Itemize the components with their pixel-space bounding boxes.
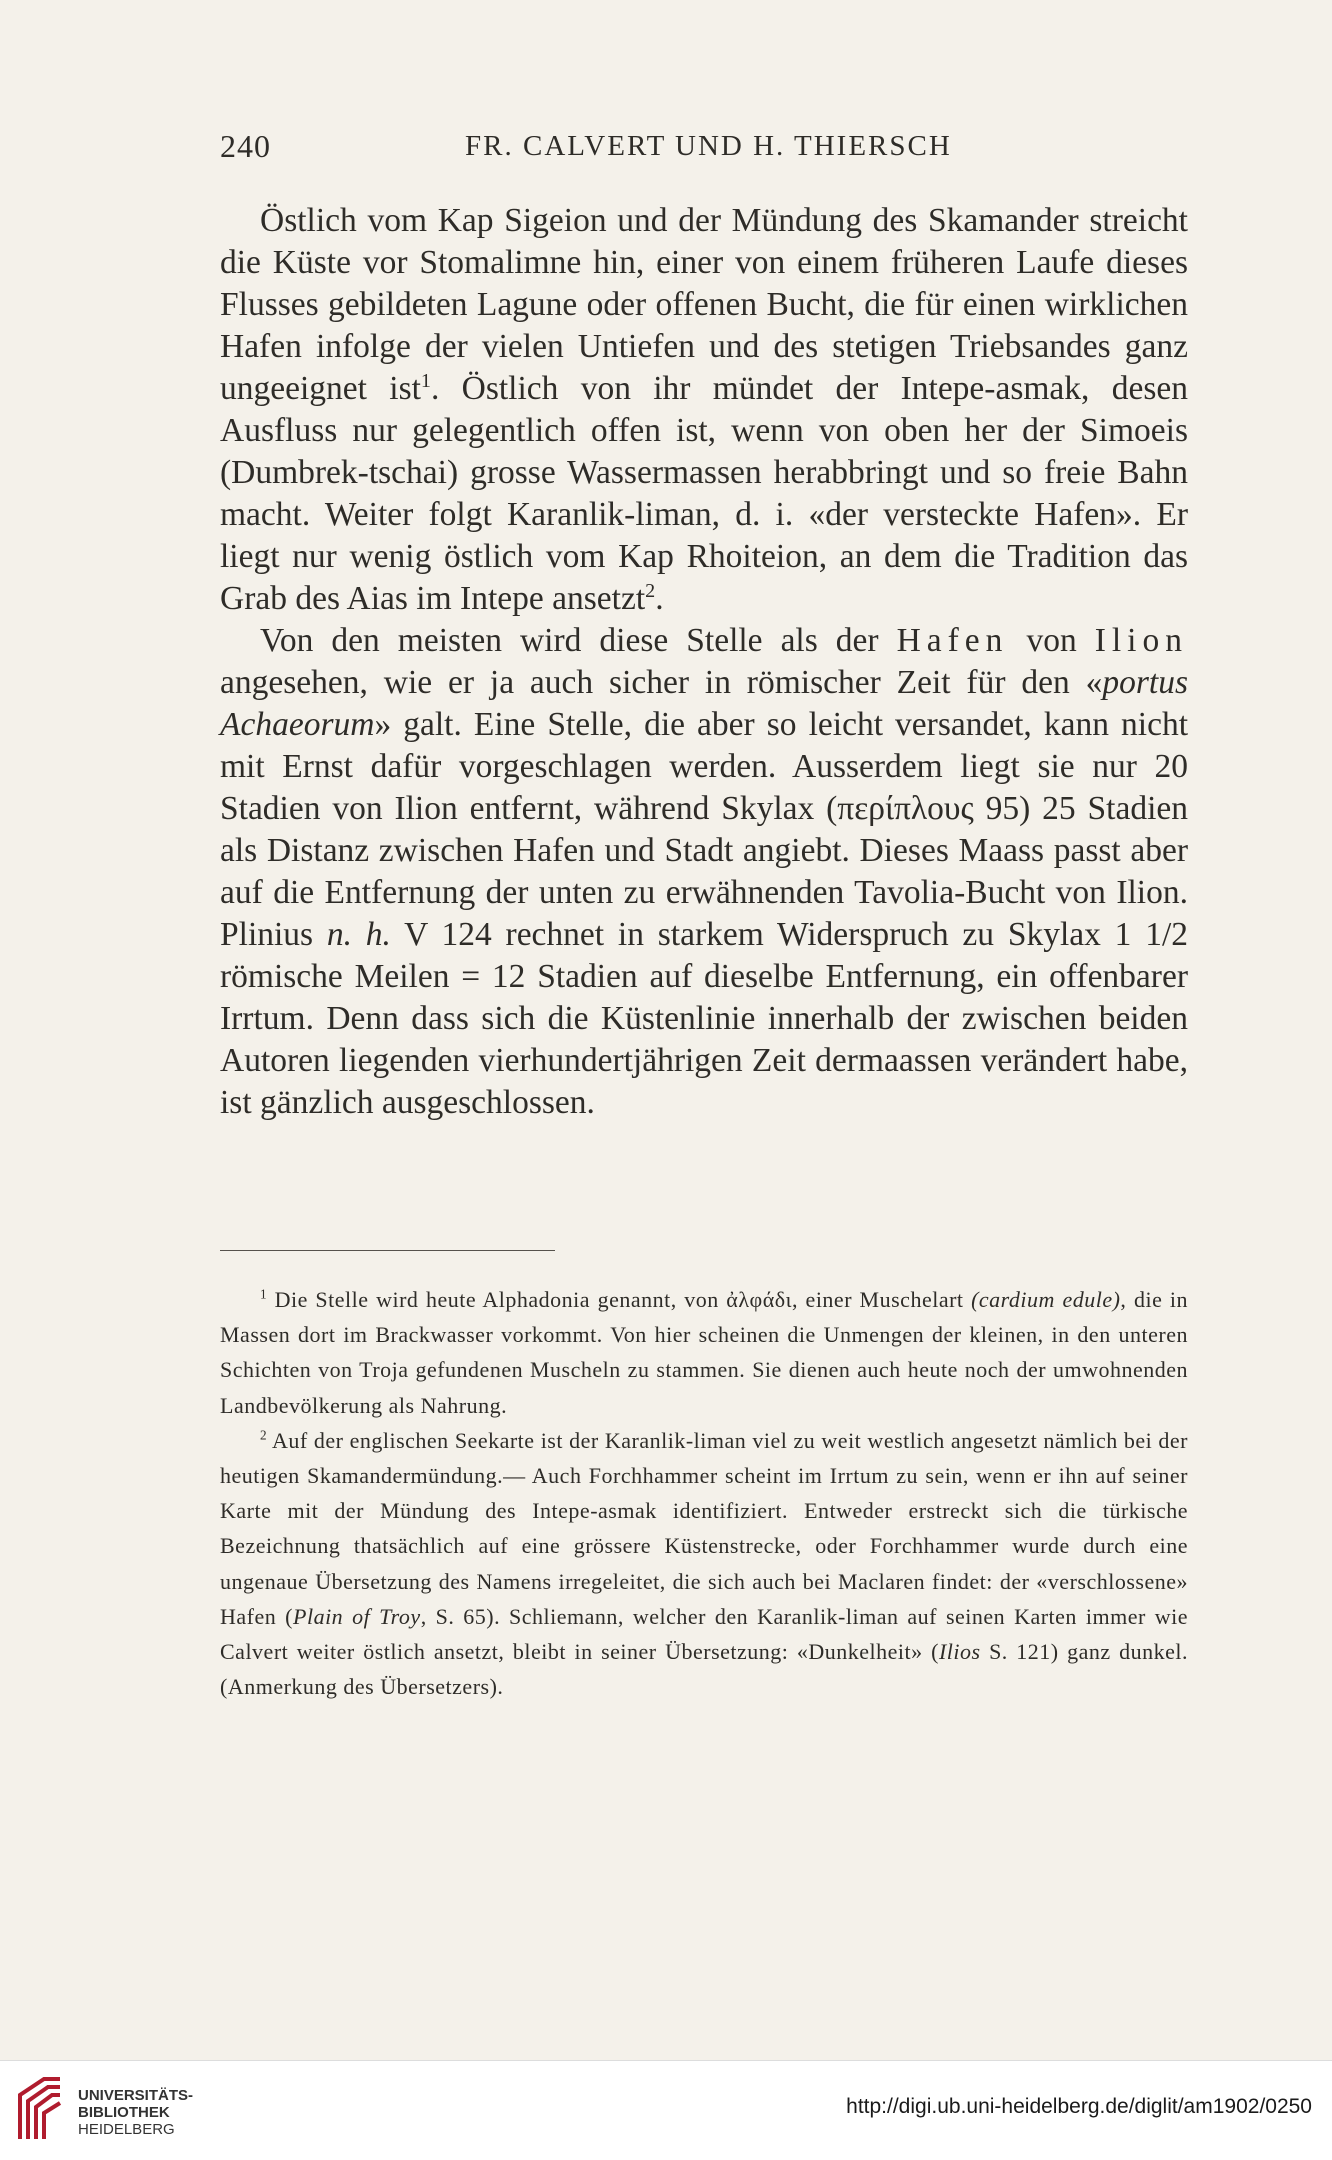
text-run: Die Stelle wird heute Alphadonia genannt, von ἀλφάδι, einer Muschelart <box>267 1287 972 1312</box>
library-line-1: UNIVERSITÄTS- <box>78 2087 194 2104</box>
footnote-ref-2: 2 <box>645 579 656 602</box>
library-line-3: HEIDELBERG <box>78 2121 175 2138</box>
library-name <box>78 2087 193 2138</box>
italic-portus-achaeorum: portus Achaeorum <box>220 664 1188 743</box>
footnote-1 <box>220 1282 1188 1423</box>
footnote-mark-1: 1 <box>260 1286 268 1302</box>
footnote-ref-1: 1 <box>420 369 431 392</box>
text-run: Von den meisten wird diese Stelle als der <box>260 622 879 659</box>
digitization-footer <box>0 2060 1332 2160</box>
permalink-url[interactable]: http://digi.ub.uni-heidelberg.de/diglit/am1902/0250 <box>846 2095 1312 2118</box>
text-run: von <box>1026 622 1077 659</box>
footnotes <box>220 1282 1188 1704</box>
spaced-word-hafen: Hafen <box>896 622 1009 659</box>
italic-nh: n. h. <box>326 916 391 953</box>
text-run: angesehen, wie er ja auch sicher in römischer Zeit für den « <box>220 664 1103 701</box>
running-head: FR. CALVERT UND H. THIERSCH <box>465 130 952 162</box>
text-run: » galt. Eine Stelle, die aber so leicht versandet, kann nicht mit Ernst dafür vorgeschlagen werden. Ausserdem liegt sie nur 20 Stadien von Ilion entfernt, während Skylax (περίπλους 95) 25 Stadien als Distanz zwischen Hafen und Stadt angiebt. Dieses Maass passt aber auf die Entfernung der unten zu erwähnenden Tavolia-Bucht von Ilion. Plinius <box>220 706 1188 953</box>
main-text <box>220 200 1188 1124</box>
logo-strokes <box>20 2079 60 2139</box>
text-run: V 124 rechnet in starkem Widerspruch zu Skylax 1 <box>404 916 1146 953</box>
text-run: . <box>655 580 664 617</box>
text-run: S. 121) ganz dunkel. (Anmerkung des Übersetzers). <box>220 1639 1188 1700</box>
page-number: 240 <box>220 128 271 164</box>
page-header <box>220 128 1220 168</box>
text-run: , die in Massen dort im Brackwasser vorkommt. Von hier scheinen die Unmengen der kleinen, in den unteren Schichten von Troja gefundenen Muscheln zu stammen. Sie dienen auch heute noch der umwohnenden Landbevölkerung als Nahrung. <box>220 1287 1188 1418</box>
text-run: römische Meilen = 12 Stadien auf dieselbe Entfernung, ein offenbarer Irrtum. Denn dass sich die Küstenlinie innerhalb der zwischen beiden Autoren liegenden vierhundertjährigen Zeit dermaassen verändert habe, ist gänzlich ausgeschlossen. <box>220 958 1188 1121</box>
paragraph-1 <box>220 200 1188 620</box>
library-line-2: BIBLIOTHEK <box>78 2104 170 2121</box>
italic-ilios: Ilios <box>938 1639 981 1665</box>
paragraph-2 <box>220 620 1188 1124</box>
fraction: 1/2 <box>1145 916 1189 953</box>
footnote-mark-2: 2 <box>260 1427 268 1443</box>
footnote-divider <box>220 1250 555 1251</box>
text-run: . Östlich von ihr mündet der Intepe-asmak, desen Ausfluss nur gelegentlich offen ist, wenn von oben her der Simoeis (Dumbrek-tschai) grosse Wassermassen herabbringt und so freie Bahn macht. Weiter folgt Karanlik-liman, d. i. «der versteckte Hafen». Er liegt nur wenig östlich vom Kap Rhoiteion, an dem die Tradition das Grab des Aias im Intepe ansetzt <box>220 370 1188 617</box>
library-logo-icon <box>14 2073 64 2143</box>
italic-plain-of-troy: Plain of Troy <box>293 1603 421 1629</box>
footnote-2 <box>220 1423 1188 1705</box>
text-run: , S. 65). Schliemann, welcher den Karanlik-liman auf seinen Karten immer wie Calvert weiter östlich ansetzt, bleibt in seiner Übersetzung: «Dunkelheit» ( <box>220 1603 1188 1665</box>
italic-cardium-edule: (cardium edule) <box>971 1287 1121 1312</box>
text-run: Auf der englischen Seekarte ist der Karanlik-liman viel zu weit westlich angesetzt nämlich bei der heutigen Skamandermündung.— Auch Forchhammer scheint im Irrtum zu sein, wenn er ihn auf seiner Karte mit der Mündung des Intepe-asmak identifiziert. Entweder erstreckt sich die türkische Bezeichnung thatsächlich auf eine grössere Küstenstrecke, oder Forchhammer wurde durch eine ungenaue Übersetzung des Namens irregeleitet, die sich auch bei Maclaren findet: der «verschlossene» Hafen ( <box>220 1427 1188 1629</box>
spaced-word-ilion: Ilion <box>1094 622 1188 659</box>
text-run: Östlich vom Kap Sigeion und der Mündung des Skamander streicht die Küste vor Stomalimne hin, einer von einem früheren Laufe dieses Flusses gebildeten Lagune oder offenen Bucht, die für einen wirklichen Hafen infolge der vielen Untiefen und des stetigen Triebsandes ganz ungeeignet ist <box>220 202 1188 407</box>
